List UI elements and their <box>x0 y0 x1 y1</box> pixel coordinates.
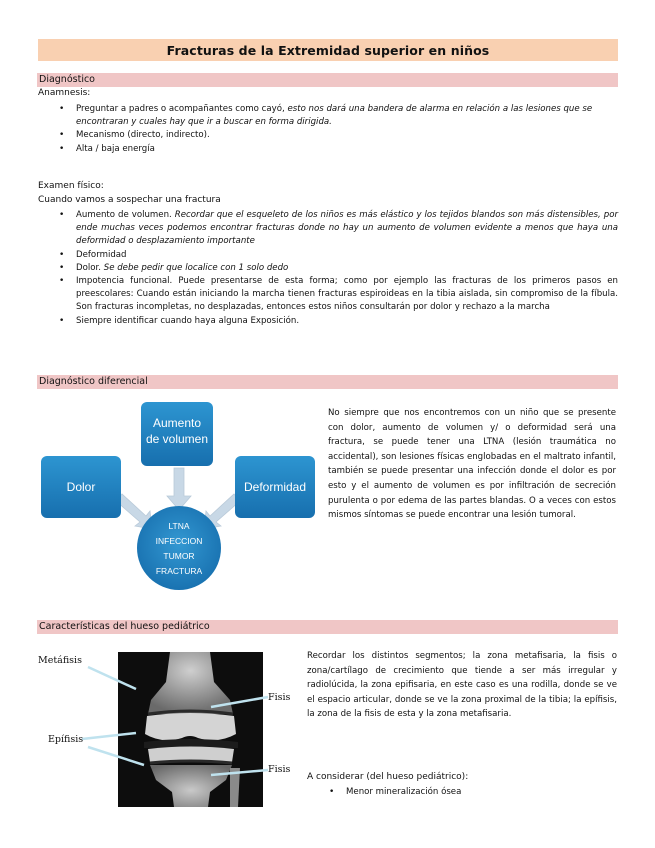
examen-label: Examen físico: <box>38 181 104 191</box>
anamnesis-list <box>38 103 618 156</box>
section-heading-diagnostico: Diagnóstico <box>37 73 618 87</box>
arrow-down <box>167 468 191 510</box>
hueso-text: Recordar los distintos segmentos; la zona metafisaria, la fisis o zona/cartílago de crecimiento que tiende a ser más irregular y radiolúcida, la zona epifisaria, en este caso es una rodilla, donde se ve el espacio articular, donde se ve la zona proximal de la tibia; la epífisis, la zona de la fisis de esta y la zona metafisaria. <box>307 651 617 720</box>
section-heading-hueso: Características del hueso pediátrico <box>37 620 618 634</box>
box-aumento-line2: de volumen <box>145 432 209 446</box>
center-line-fractura: FRACTURA <box>155 566 203 576</box>
label-metafisis: Metáfisis <box>38 655 82 666</box>
box-aumento-line1: Aumento <box>152 416 202 430</box>
list-item: • Alta / baja energía <box>38 143 618 156</box>
xray-label-lines <box>36 655 286 795</box>
label-fisis-bottom: Fisis <box>268 764 291 775</box>
list-item: • Dolor. Se debe pedir que localice con 1 solo dedo <box>38 262 618 275</box>
center-circle <box>137 506 221 590</box>
considerar-label: A considerar (del hueso pediátrico): <box>307 772 469 782</box>
section-heading-diferencial: Diagnóstico diferencial <box>37 375 618 389</box>
label-epifisis: Epífisis <box>48 734 84 745</box>
list-item: • Aumento de volumen. Recordar que el esqueleto de los niños es más elástico y los tejidos blandos son más distensibles, por ende muchas veces podemos encontrar fracturas donde no hay un aumento de volumen evidente a menos que haya una deformidad o desplazamiento importante <box>38 209 618 249</box>
center-line-ltna: LTNA <box>168 521 190 531</box>
anamnesis-label: Anamnesis: <box>38 88 91 98</box>
differential-diagram <box>38 398 318 593</box>
label-fisis-top: Fisis <box>268 692 291 703</box>
page-title: Fracturas de la Extremidad superior en niños <box>38 39 618 61</box>
center-line-infeccion: INFECCION <box>155 536 203 546</box>
list-item: • Preguntar a padres o acompañantes como cayó, esto nos dará una bandera de alarma en relación a las lesiones que se encontraran y cuales hay que ir a buscar en forma dirigida. <box>38 103 618 129</box>
list-item: • Siempre identificar cuando haya alguna Exposición. <box>38 315 618 328</box>
considerar-list <box>308 786 608 799</box>
examen-intro: Cuando vamos a sospechar una fractura <box>38 195 221 205</box>
diferencial-text: No siempre que nos encontremos con un niño que se presente con dolor, aumento de volumen y/ o deformidad será una fractura, se puede tener una LTNA (lesión traumática no accidental), son lesiones físicas englobadas en el maltrato infantil, también se puede presentar una infección donde el dolor es por esto y el aumento de volumen es por infiltración de secreción purulenta o por edema de las partes blandas. O a veces con estos mismos síntomas se puede encontrar una lesión tumoral. <box>328 408 616 521</box>
examen-list <box>38 209 618 328</box>
center-line-tumor: TUMOR <box>163 551 195 561</box>
list-item: • Deformidad <box>38 249 618 262</box>
box-dolor-label: Dolor <box>66 480 96 494</box>
list-item: • Menor mineralización ósea <box>308 786 608 799</box>
box-deformidad-label: Deformidad <box>243 480 307 494</box>
list-item: • Impotencia funcional. Puede presentarse de esta forma; como por ejemplo las fracturas de los primeros pasos en preescolares: Cuando están iniciando la marcha tienen fracturas espiroideas en la tibia aislada, sin compromiso de la fíbula. Son fracturas incompletas, no desplazadas, entonces estos niños consultarán por dolor y rechazo a la marcha <box>38 275 618 315</box>
list-item: • Mecanismo (directo, indirecto). <box>38 129 618 142</box>
